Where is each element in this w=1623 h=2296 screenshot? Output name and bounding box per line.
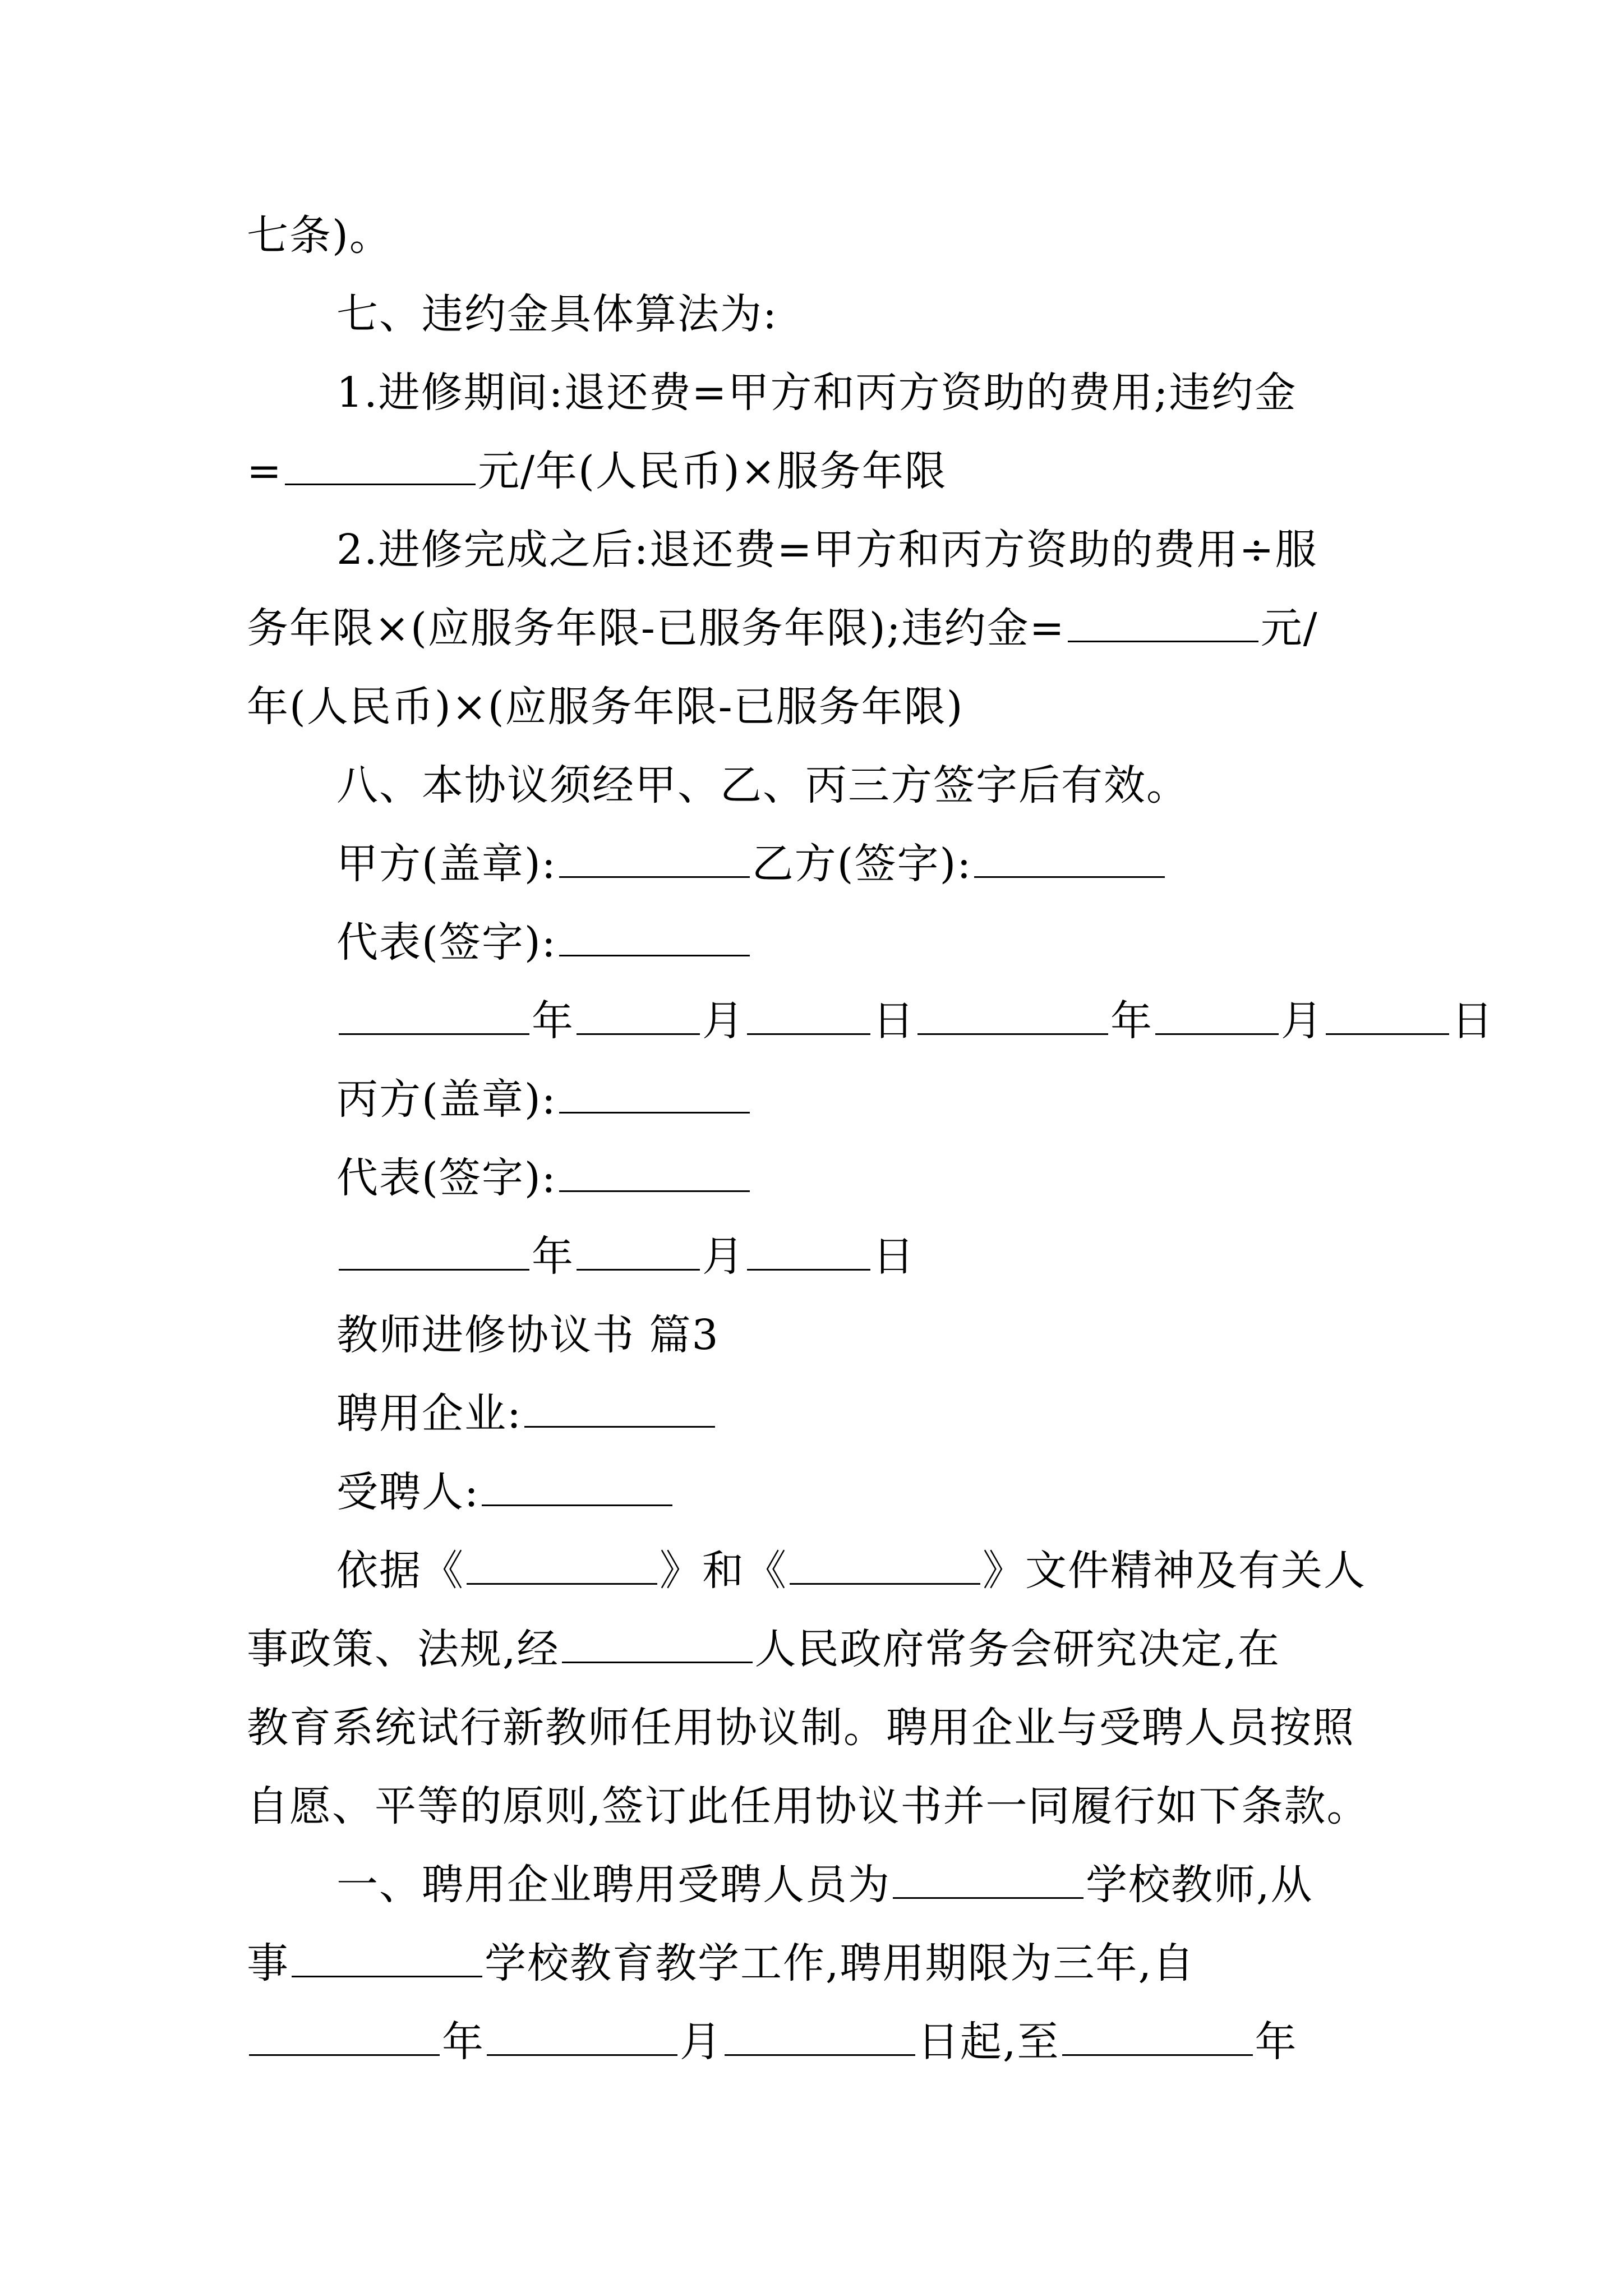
- text-segment: 月: [702, 1232, 745, 1281]
- fill-in-blank[interactable]: [339, 1230, 529, 1271]
- section-heading: [336, 757, 1481, 813]
- fill-in-blank[interactable]: [524, 1387, 715, 1428]
- text-segment: 年(人民币)×(应服务年限-已服务年限): [247, 683, 964, 731]
- text-segment: 年: [442, 2018, 485, 2066]
- text-line: [336, 1857, 1391, 1913]
- fill-in-blank[interactable]: [487, 2015, 677, 2056]
- fill-in-blank[interactable]: [559, 837, 750, 878]
- text-segment: 2.进修完成之后:退还费=甲方和丙方资助的费用÷服: [336, 526, 1318, 574]
- fill-in-blank[interactable]: [974, 837, 1165, 878]
- fill-in-blank[interactable]: [339, 994, 529, 1035]
- text-segment: 代表(签字):: [336, 1154, 557, 1202]
- text-segment: 七、违约金具体算法为:: [336, 290, 778, 338]
- fill-in-blank[interactable]: [559, 1073, 750, 1114]
- fill-in-blank[interactable]: [725, 2015, 915, 2056]
- fill-in-blank[interactable]: [577, 994, 700, 1035]
- text-line: [247, 443, 1391, 499]
- text-segment: 丙方(盖章):: [336, 1075, 557, 1124]
- fill-in-blank[interactable]: [1062, 2015, 1253, 2056]
- text-segment: 学校教育教学工作,聘用期限为三年,自: [485, 1939, 1196, 1987]
- text-segment: 七条)。: [247, 211, 392, 260]
- text-segment: 月: [680, 2018, 722, 2066]
- fill-in-blank[interactable]: [893, 1858, 1083, 1899]
- text-segment: 甲方(盖章):: [336, 840, 557, 888]
- text-segment: 日: [873, 997, 915, 1045]
- fill-in-blank[interactable]: [1155, 994, 1279, 1035]
- text-segment: 年: [1110, 997, 1153, 1045]
- signature-line: [336, 1071, 1481, 1128]
- text-segment: 教育系统试行新教师任用协议制。聘用企业与受聘人员按照: [247, 1704, 1355, 1752]
- fill-in-blank[interactable]: [747, 994, 870, 1035]
- text-segment: 八、本协议须经甲、乙、丙三方签字后有效。: [336, 761, 1189, 809]
- text-segment: 事: [247, 1939, 289, 1987]
- date-line: [336, 993, 1494, 1049]
- text-segment: 日: [873, 1232, 915, 1281]
- text-segment: 教师进修协议书 篇3: [336, 1311, 720, 1359]
- text-segment: 务年限×(应服务年限-已服务年限);违约金=: [247, 604, 1066, 652]
- text-segment: 1.进修期间:退还费=甲方和丙方资助的费用;违约金: [336, 369, 1297, 417]
- text-segment: 自愿、平等的原则,签订此任用协议书并一同履行如下条款。: [247, 1782, 1370, 1830]
- text-line: [336, 365, 1481, 421]
- text-segment: 人民政府常务会研究决定,在: [754, 1625, 1281, 1673]
- fill-in-blank[interactable]: [292, 1936, 482, 1977]
- section-heading: [336, 286, 1481, 342]
- text-segment: 乙方(签字):: [751, 840, 972, 888]
- text-line: [336, 1543, 1391, 1599]
- text-segment: 月: [1281, 997, 1324, 1045]
- fill-in-blank[interactable]: [1326, 994, 1449, 1035]
- fill-in-blank[interactable]: [747, 1230, 870, 1271]
- text-line: [247, 1700, 1391, 1756]
- text-line: [247, 679, 1391, 735]
- fill-in-blank[interactable]: [285, 444, 476, 485]
- text-segment: 日: [1451, 997, 1494, 1045]
- text-line: [336, 1386, 1481, 1442]
- text-line: [247, 1621, 1391, 1677]
- fill-in-blank[interactable]: [1068, 601, 1258, 642]
- text-line: [336, 1464, 1481, 1520]
- text-line: [247, 1778, 1391, 1834]
- fill-in-blank[interactable]: [482, 1465, 672, 1506]
- text-segment: 学校教师,从: [1086, 1861, 1313, 1909]
- text-segment: 日起,至: [917, 2018, 1060, 2066]
- text-segment: 受聘人:: [336, 1468, 479, 1516]
- fill-in-blank[interactable]: [577, 1230, 700, 1271]
- text-segment: =: [247, 447, 283, 495]
- fill-in-blank[interactable]: [559, 1151, 750, 1192]
- text-line: [247, 1935, 1391, 1991]
- text-segment: 年: [532, 1232, 574, 1281]
- text-line: [247, 2014, 1391, 2070]
- text-segment: 》和《: [660, 1547, 787, 1595]
- text-line: [247, 208, 1391, 264]
- text-segment: 元/年(人民币)×服务年限: [478, 447, 947, 495]
- fill-in-blank[interactable]: [559, 915, 750, 956]
- text-segment: 年: [1255, 2018, 1298, 2066]
- text-segment: 元/: [1260, 604, 1318, 652]
- text-segment: 年: [532, 997, 574, 1045]
- text-segment: 事政策、法规,经: [247, 1625, 560, 1673]
- text-line: [336, 522, 1481, 578]
- date-line: [336, 1228, 1481, 1285]
- section-title: [336, 1307, 1481, 1363]
- signature-line: [336, 914, 1481, 970]
- text-segment: 代表(签字):: [336, 918, 557, 967]
- text-segment: 一、聘用企业聘用受聘人员为: [336, 1861, 891, 1909]
- fill-in-blank[interactable]: [562, 1622, 753, 1663]
- text-segment: 月: [702, 997, 745, 1045]
- fill-in-blank[interactable]: [790, 1544, 980, 1585]
- text-segment: 》文件精神及有关人: [983, 1547, 1366, 1595]
- text-line: [247, 600, 1391, 656]
- text-segment: 依据《: [336, 1547, 464, 1595]
- fill-in-blank[interactable]: [467, 1544, 657, 1585]
- fill-in-blank[interactable]: [917, 994, 1108, 1035]
- signature-line: [336, 1150, 1481, 1206]
- fill-in-blank[interactable]: [249, 2015, 440, 2056]
- text-segment: 聘用企业:: [336, 1389, 522, 1438]
- signature-line: [336, 836, 1481, 892]
